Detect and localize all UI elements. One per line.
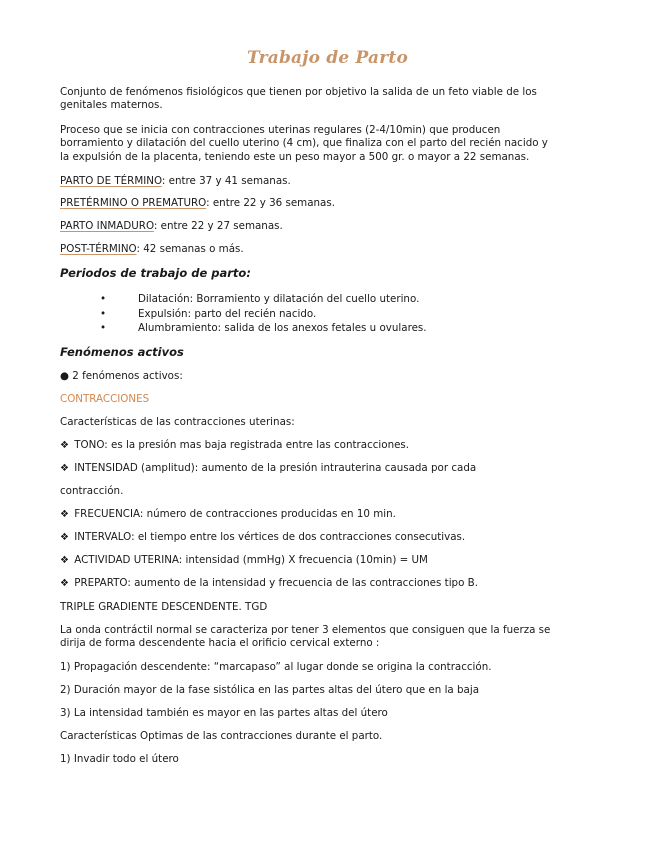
periods-list (100, 292, 427, 336)
characteristic-text: TONO: es la presión mas baja registrada entre las contracciones. (74, 439, 410, 451)
definition-term-birth (60, 175, 560, 188)
active-bullet: ● 2 fenómenos activos: (60, 370, 183, 382)
list-item-text: Alumbramiento: salida de los anexos fetales u ovulares. (138, 322, 427, 335)
diamond-bullet-icon: ❖ (60, 463, 69, 474)
list-item (100, 321, 427, 336)
definition-text: : 42 semanas o más. (136, 243, 244, 255)
definition-term: PARTO DE TÉRMINO (60, 175, 162, 187)
characteristic-interval (60, 531, 560, 544)
definition-term: POST-TÉRMINO (60, 243, 137, 255)
intensity-continuation: contracción. (60, 485, 124, 497)
diamond-bullet-icon: ❖ (60, 555, 69, 566)
characteristic-text: ACTIVIDAD UTERINA: intensidad (mmHg) X frecuencia (10min) = UM (74, 554, 428, 566)
intro-paragraph-2: Proceso que se inicia con contracciones uterinas regulares (2-4/10min) que producen borramiento y dilatación del cuello uterino (4 cm), que finaliza con el parto del recién nacido y la expulsión de la placenta, teniendo este un peso mayor a 500 gr. o mayor a 22 semanas. (60, 124, 548, 163)
characteristic-uterine-activity (60, 554, 560, 567)
list-item (100, 307, 427, 322)
definition-text: : entre 37 y 41 semanas. (161, 175, 291, 187)
characteristic-text: INTENSIDAD (amplitud): aumento de la presión intrauterina causada por cada (74, 462, 477, 474)
tgd-item-2: 2) Duración mayor de la fase sistólica en las partes altas del útero que en la baja (60, 684, 480, 696)
characteristic-intensity (60, 462, 560, 475)
definition-text: : entre 22 y 27 semanas. (153, 220, 283, 232)
list-item (100, 292, 427, 307)
characteristic-text: INTERVALO: el tiempo entre los vértices de dos contracciones consecutivas. (74, 531, 466, 543)
optimal-characteristics: Características Optimas de las contracciones durante el parto. (60, 730, 383, 742)
definition-immature (60, 220, 560, 233)
characteristics-intro: Características de las contracciones uterinas: (60, 416, 295, 428)
active-heading: Fenómenos activos (60, 345, 184, 359)
characteristic-tone (60, 439, 560, 452)
bullet-icon: • (100, 293, 107, 305)
diamond-bullet-icon: ❖ (60, 578, 69, 589)
intro-paragraph-1: Conjunto de fenómenos fisiológicos que tienen por objetivo la salida de un feto viable de los genitales maternos. (60, 86, 537, 112)
bullet-icon: • (100, 307, 107, 320)
page-title: Trabajo de Parto (246, 48, 408, 68)
bullet-icon: • (100, 322, 107, 335)
list-item-text: Dilatación: Borramiento y dilatación del cuello uterino. (138, 293, 420, 305)
optimal-item-1: 1) Invadir todo el útero (60, 753, 179, 765)
tgd-heading: TRIPLE GRADIENTE DESCENDENTE. TGD (60, 601, 268, 613)
characteristic-text: PREPARTO: aumento de la intensidad y frecuencia de las contracciones tipo B. (74, 577, 478, 589)
characteristic-text: FRECUENCIA: número de contracciones producidas en 10 min. (74, 508, 396, 520)
definition-postterm (60, 243, 560, 256)
contractions-subtitle: CONTRACCIONES (60, 393, 150, 405)
characteristic-frequency (60, 508, 560, 521)
diamond-bullet-icon: ❖ (60, 440, 69, 451)
definition-text: : entre 22 y 36 semanas. (206, 197, 335, 209)
tgd-description: La onda contráctil normal se caracteriza por tener 3 elementos que consiguen que la fuerza se dirija de forma descendente hacia el orificio cervical externo : (60, 624, 551, 650)
diamond-bullet-icon: ❖ (60, 532, 69, 543)
definition-preterm (60, 197, 560, 210)
periods-heading: Periodos de trabajo de parto: (60, 266, 251, 280)
characteristic-prepartum (60, 577, 560, 590)
list-item-text: Expulsión: parto del recién nacido. (138, 307, 317, 320)
tgd-item-1: 1) Propagación descendente: “marcapaso” al lugar donde se origina la contracción. (60, 661, 492, 673)
tgd-item-3: 3) La intensidad también es mayor en las partes altas del útero (60, 707, 388, 719)
definition-term: PARTO INMADURO (60, 220, 154, 232)
diamond-bullet-icon: ❖ (60, 509, 69, 520)
definition-term: PRETÉRMINO O PREMATURO (60, 197, 207, 209)
